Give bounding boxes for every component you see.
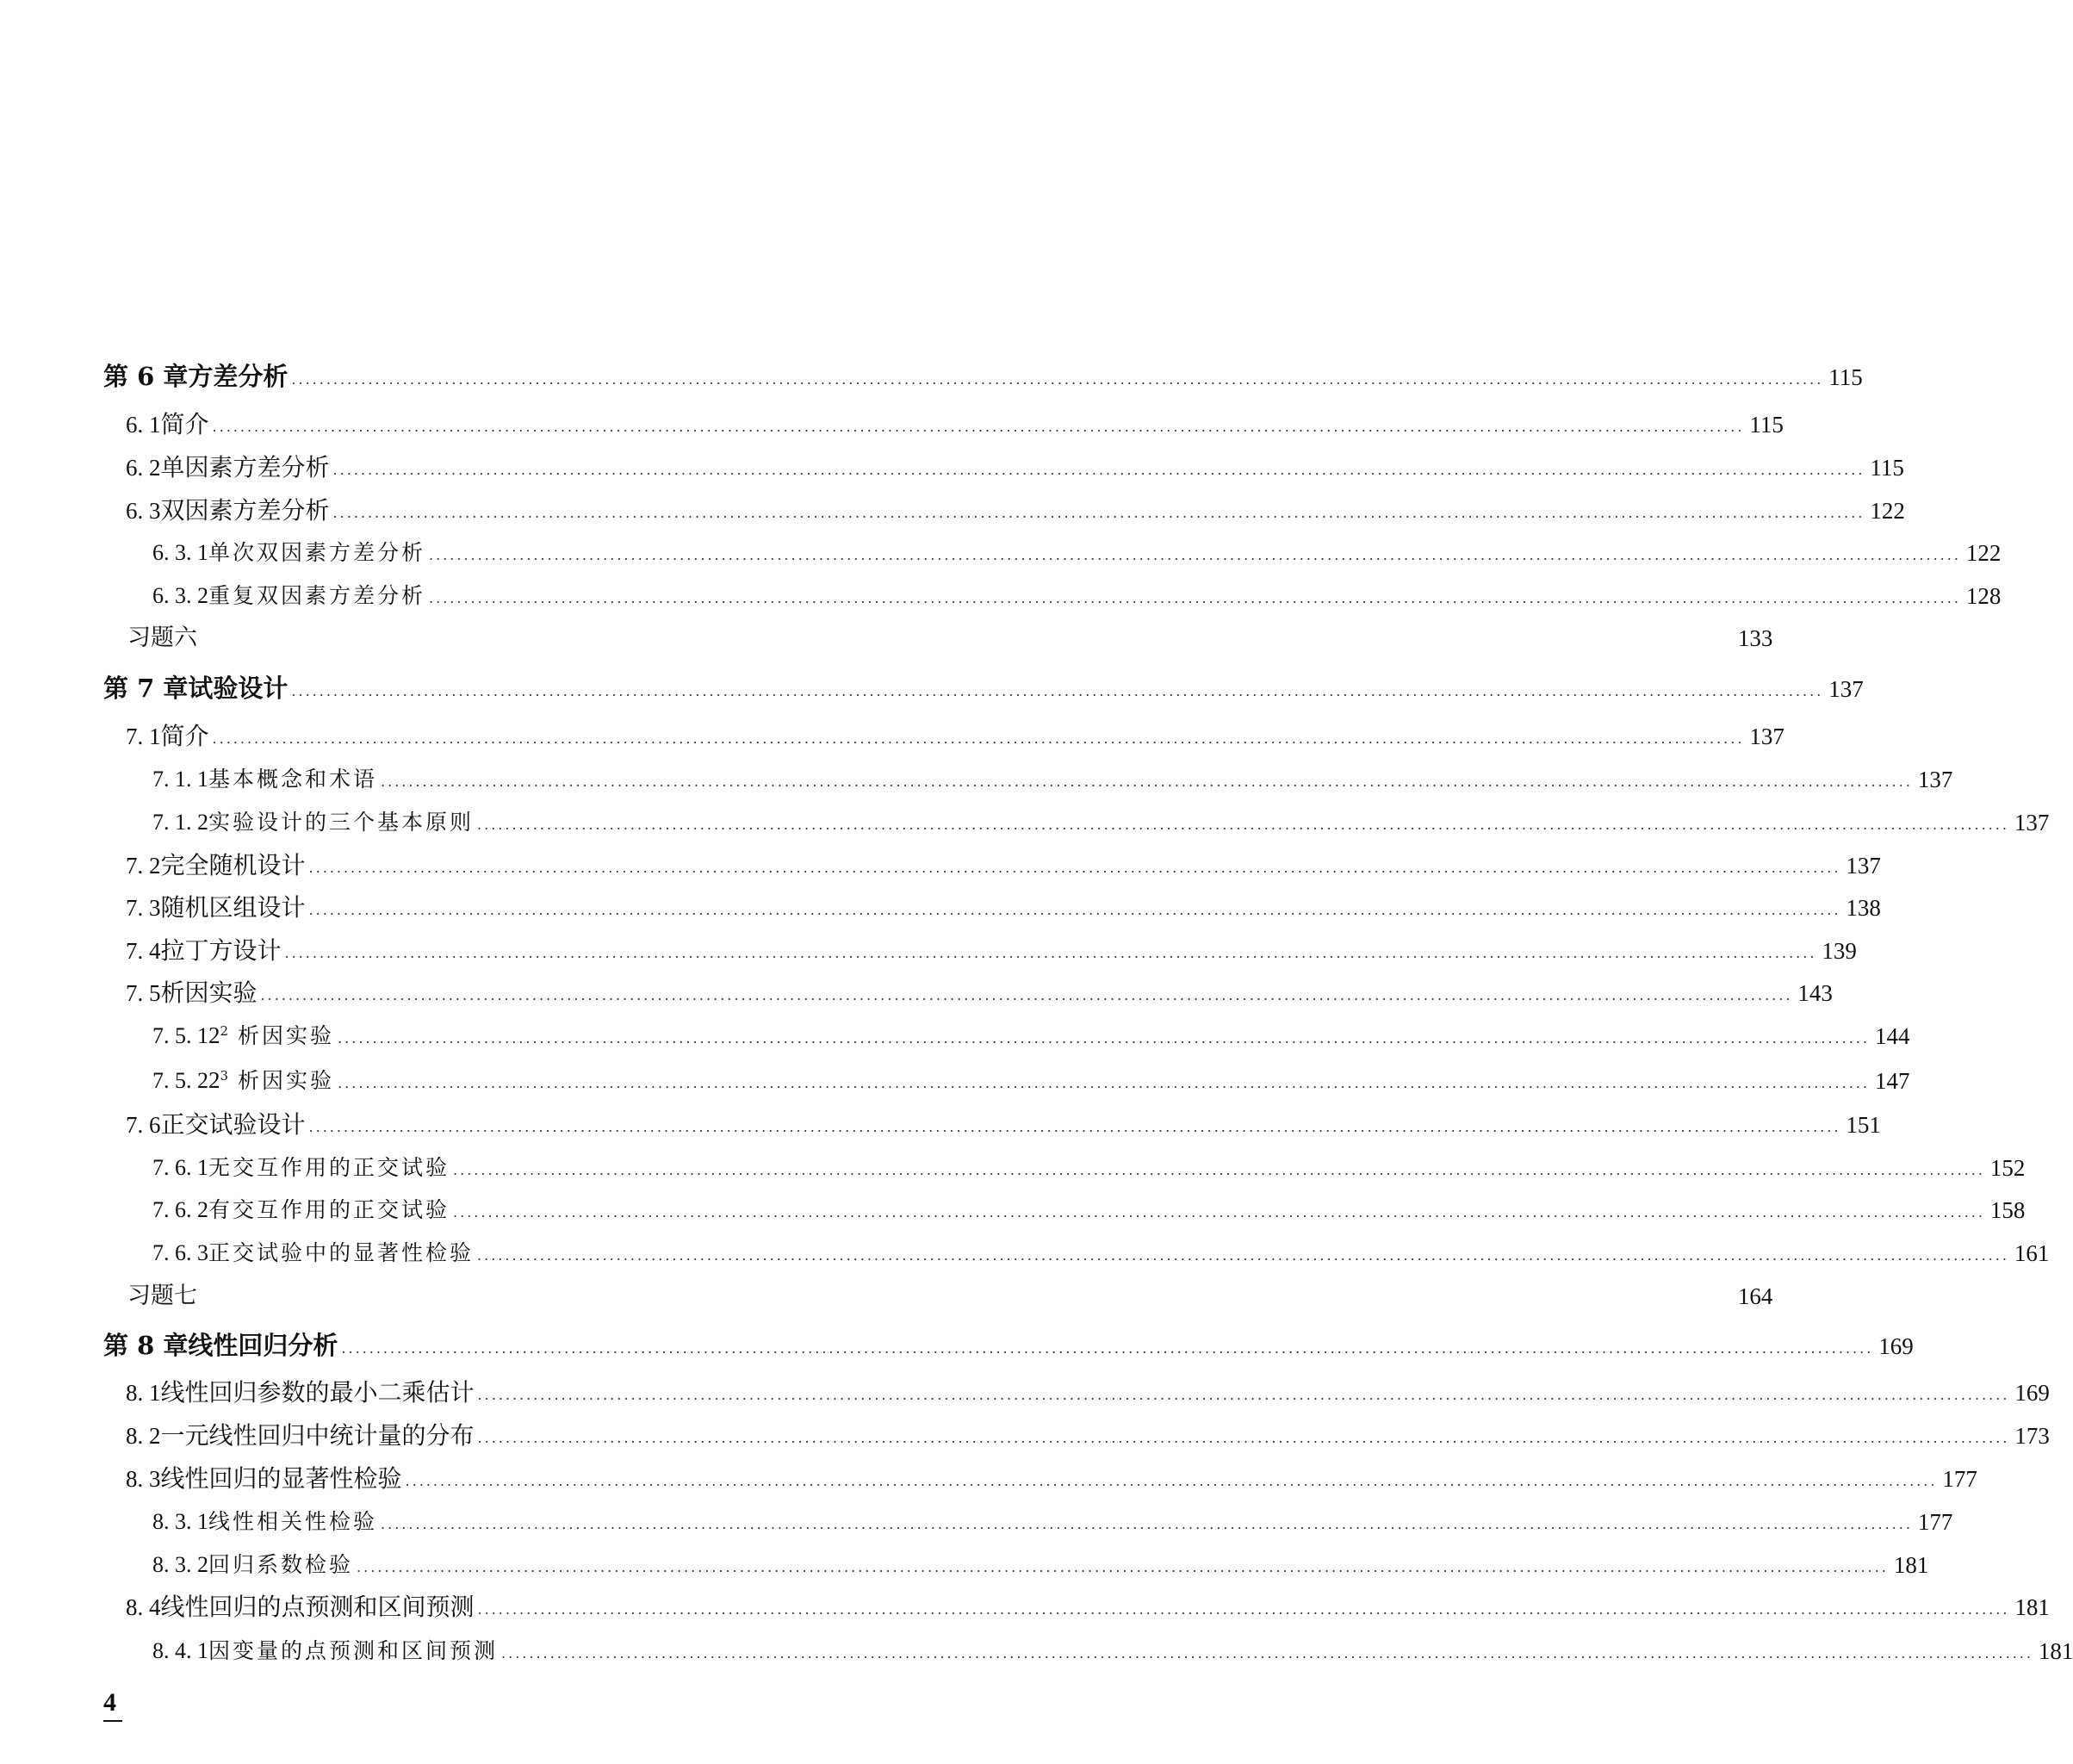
toc-leader-dots: ............................................................................................................................................................................................................................	[501, 1645, 2033, 1662]
toc-entry-page: 115	[1828, 364, 1863, 390]
toc-entry[interactable]	[0, 1500, 1953, 1535]
toc-leader-dots: ............................................................................................................................................................................................................................	[429, 590, 1961, 606]
toc-entry[interactable]	[0, 1371, 2050, 1407]
toc-entry[interactable]	[0, 1544, 1929, 1578]
toc-entry-title: 简介	[160, 722, 209, 750]
toc-entry-number: 7. 1. 2	[152, 810, 208, 835]
toc-entry-title	[208, 1022, 334, 1049]
toc-entry-page: 122	[1965, 540, 2002, 566]
toc-entry[interactable]	[0, 1059, 1910, 1094]
toc-entry-number: 8. 4	[126, 1594, 161, 1620]
toc-entry-exponent: 3	[220, 1067, 232, 1084]
toc-entry[interactable]	[0, 715, 1784, 750]
toc-entry-page: 133	[1737, 625, 1773, 651]
toc-leader-dots: ............................................................................................................................................................................................................................	[338, 1075, 1870, 1091]
toc-leader-dots: ............................................................................................................................................................................................................................	[308, 902, 1841, 918]
toc-entry[interactable]	[0, 617, 1773, 651]
toc-entry-number: 7. 6. 1	[152, 1155, 208, 1180]
toc-entry[interactable]	[0, 575, 2002, 609]
toc-entry-title: 线性回归的点预测和区间预测	[160, 1593, 475, 1621]
toc-entry-page: 177	[1917, 1509, 1953, 1535]
toc-entry-title: 试验设计	[188, 674, 289, 703]
toc-entry-number: 8. 3. 1	[152, 1509, 208, 1534]
toc-entry-number: 6. 3	[126, 498, 161, 524]
toc-entry-title: 因变量的点预测和区间预测	[208, 1638, 499, 1663]
toc-leader-dots: ............................................................................................................................................................................................................................	[291, 371, 1824, 388]
toc-entry-number: 7. 6	[126, 1112, 161, 1138]
toc-entry-number: 6. 2	[126, 455, 161, 481]
toc-entry-title: 一元线性回归中统计量的分布	[160, 1421, 475, 1450]
toc-entry-title: 单因素方差分析	[160, 453, 330, 481]
page-number-underline	[103, 1720, 122, 1722]
toc-entry-title: 线性回归分析	[188, 1331, 338, 1360]
toc-entry[interactable]	[0, 844, 1881, 879]
toc-leader-dots: ............................................................................................................................................................................................................................	[260, 987, 1793, 1003]
toc-entry-title: 双因素方差分析	[160, 496, 330, 525]
toc-leader-dots: ............................................................................................................................................................................................................................	[332, 505, 1865, 521]
toc-entry-page: 173	[2014, 1423, 2050, 1449]
toc-entry-number: 第 6 章	[103, 362, 189, 391]
toc-entry-page: 115	[1870, 455, 1904, 481]
toc-entry-number: 6. 3. 2	[152, 583, 208, 608]
toc-entry-exponent: 2	[220, 1022, 232, 1039]
toc-entry[interactable]	[0, 1457, 1977, 1493]
toc-entry-title: 析因实验	[160, 978, 258, 1007]
toc-entry-title: 线性相关性检验	[208, 1509, 378, 1534]
toc-leader-dots: ............................................................................................................................................................................................................................	[332, 462, 1865, 478]
toc-entry[interactable]	[0, 531, 2002, 566]
toc-entry[interactable]	[0, 446, 1904, 481]
toc-entry-page: 152	[1989, 1155, 2026, 1181]
toc-entry-page: 137	[1749, 724, 1784, 749]
toc-entry-page: 164	[1737, 1283, 1773, 1309]
toc-entry-title: 简介	[160, 410, 209, 438]
toc-entry-number: 7. 3	[126, 895, 161, 921]
toc-entry-number: 7. 6. 3	[152, 1240, 208, 1265]
toc-entry[interactable]	[0, 489, 1905, 525]
toc-entry-page: 143	[1797, 980, 1833, 1006]
toc-entry[interactable]	[0, 929, 1857, 965]
toc-entry-number: 7. 2	[126, 853, 161, 879]
toc-entry-title: 实验设计的三个基本原则	[208, 810, 475, 835]
toc-entry[interactable]	[0, 1146, 2026, 1181]
toc-leader-dots: ............................................................................................................................................................................................................................	[477, 1387, 2010, 1403]
toc-entry[interactable]	[0, 1015, 1910, 1049]
toc-entry-title: 拉丁方设计	[160, 936, 282, 965]
toc-entry-number: 7. 1. 1	[152, 767, 208, 792]
page-number: 4	[103, 1688, 116, 1717]
toc-leader-dots: ............................................................................................................................................................................................................................	[477, 1247, 2009, 1264]
toc-entry-page: 137	[1917, 767, 1953, 792]
toc-entry-page: 151	[1846, 1112, 1881, 1138]
toc-leader-dots: ............................................................................................................................................................................................................................	[453, 1204, 1985, 1221]
toc-leader-dots: ............................................................................................................................................................................................................................	[405, 1473, 1938, 1489]
toc-leader-dots: ............................................................................................................................................................................................................................	[308, 860, 1841, 876]
toc-entry-title: 线性回归参数的最小二乘估计	[160, 1378, 475, 1407]
toc-entry[interactable]	[0, 1586, 2050, 1621]
toc-leader-dots: ............................................................................................................................................................................................................................	[291, 683, 1824, 699]
toc-entry-title: 随机区组设计	[160, 893, 306, 922]
toc-entry-page: 181	[2038, 1638, 2073, 1664]
toc-leader-dots: ............................................................................................................................................................................................................................	[308, 1119, 1841, 1135]
toc-leader-dots: ............................................................................................................................................................................................................................	[477, 817, 2009, 833]
toc-entry-number: 8. 2	[126, 1423, 161, 1449]
toc-entry-number: 7. 5	[126, 980, 161, 1006]
toc-entry-title: 习题七	[127, 1283, 197, 1309]
toc-leader-dots: ............................................................................................................................................................................................................................	[212, 730, 1745, 747]
toc-entry-page: 122	[1870, 498, 1905, 524]
toc-entry-number: 8. 3. 2	[152, 1552, 208, 1577]
toc-entry-title	[208, 1067, 334, 1094]
toc-entry[interactable]	[0, 1103, 1881, 1139]
toc-entry-title: 线性回归的显著性检验	[160, 1464, 402, 1493]
toc-entry[interactable]	[0, 886, 1881, 922]
toc-entry-page: 144	[1874, 1023, 1910, 1049]
toc-entry-page: 138	[1846, 895, 1881, 921]
toc-entry-base: 2	[208, 1067, 220, 1093]
toc-entry-page: 128	[1965, 583, 2002, 609]
toc-entry-title: 基本概念和术语	[208, 767, 378, 792]
toc-entry-title: 有交互作用的正交试验	[208, 1197, 450, 1222]
toc-entry[interactable]	[0, 972, 1833, 1007]
toc-entry-number: 8. 4. 1	[152, 1638, 208, 1663]
toc-entry-page: 137	[1828, 676, 1864, 702]
toc-entry-page: 158	[1989, 1197, 2026, 1223]
toc-entry-page: 169	[1878, 1333, 1914, 1359]
toc-entry-title: 方差分析	[188, 362, 289, 391]
toc-entry[interactable]	[0, 1414, 2050, 1450]
toc-leader-dots: ............................................................................................................................................................................................................................	[338, 1030, 1870, 1047]
toc-entry-number: 8. 1	[126, 1380, 161, 1406]
toc-leader-dots: ............................................................................................................................................................................................................................	[284, 945, 1817, 961]
toc-entry-number: 6. 1	[126, 412, 161, 438]
toc-entry-title: 习题六	[127, 624, 197, 651]
toc-leader-dots: ............................................................................................................................................................................................................................	[453, 1162, 1985, 1178]
toc-entry-page: 181	[1893, 1552, 1929, 1578]
toc-entry-page: 169	[2014, 1380, 2050, 1406]
toc-entry-page: 177	[1942, 1466, 1977, 1492]
toc-entry-number: 第 8 章	[103, 1331, 189, 1360]
toc-entry-number: 7. 5. 1	[152, 1023, 208, 1048]
toc-entry-page: 161	[2014, 1240, 2050, 1266]
toc-entry[interactable]	[0, 668, 1864, 703]
toc-entry[interactable]	[0, 1275, 1773, 1309]
toc-entry-page: 147	[1874, 1068, 1910, 1094]
toc-entry-number: 第 7 章	[103, 674, 189, 703]
toc-entry-number: 8. 3	[126, 1466, 161, 1492]
toc-entry-number: 7. 4	[126, 938, 161, 964]
toc-entry-title: 完全随机设计	[160, 851, 306, 879]
toc-entry-title-text: 析因实验	[238, 1023, 335, 1048]
toc-entry-title: 单次双因素方差分析	[208, 540, 426, 565]
toc-entry-page: 115	[1749, 412, 1784, 438]
toc-entry[interactable]	[0, 403, 1784, 438]
toc-leader-dots: ............................................................................................................................................................................................................................	[477, 1601, 2010, 1618]
toc-entry[interactable]	[0, 801, 2050, 835]
toc-entry[interactable]	[0, 1630, 2073, 1664]
toc-leader-dots: ............................................................................................................................................................................................................................	[341, 1340, 1874, 1357]
toc-entry-number: 7. 6. 2	[152, 1197, 208, 1222]
toc-entry-page: 137	[1846, 853, 1881, 879]
toc-entry-title: 正交试验设计	[160, 1110, 306, 1139]
toc-entry-page: 137	[2014, 810, 2050, 835]
toc-leader-dots: ............................................................................................................................................................................................................................	[429, 547, 1961, 563]
toc-entry-title-text: 析因实验	[238, 1068, 335, 1093]
toc-leader-dots: ............................................................................................................................................................................................................................	[212, 419, 1745, 435]
toc-entry-title: 重复双因素方差分析	[208, 583, 426, 608]
toc-leader-dots: ............................................................................................................................................................................................................................	[381, 773, 1913, 790]
toc-entry-base: 2	[208, 1022, 220, 1048]
toc-entry-number: 6. 3. 1	[152, 540, 208, 565]
toc-entry-page: 139	[1822, 938, 1857, 964]
toc-entry-page: 181	[2014, 1594, 2050, 1620]
toc-entry-number: 7. 1	[126, 724, 161, 749]
toc-entry[interactable]	[0, 1232, 2050, 1266]
toc-entry[interactable]	[0, 758, 1953, 792]
toc-entry-title: 正交试验中的显著性检验	[208, 1240, 475, 1265]
toc-entry-title: 无交互作用的正交试验	[208, 1155, 450, 1180]
toc-leader-dots: ............................................................................................................................................................................................................................	[357, 1559, 1889, 1575]
toc-entry[interactable]	[0, 1325, 1914, 1360]
toc-entry[interactable]	[0, 1189, 2026, 1223]
toc-entry-number: 7. 5. 2	[152, 1068, 208, 1093]
toc-leader-dots: ............................................................................................................................................................................................................................	[477, 1430, 2010, 1446]
toc-entry[interactable]	[0, 356, 1863, 391]
toc-entry-title: 回归系数检验	[208, 1552, 354, 1577]
toc-leader-dots: ............................................................................................................................................................................................................................	[381, 1516, 1913, 1532]
